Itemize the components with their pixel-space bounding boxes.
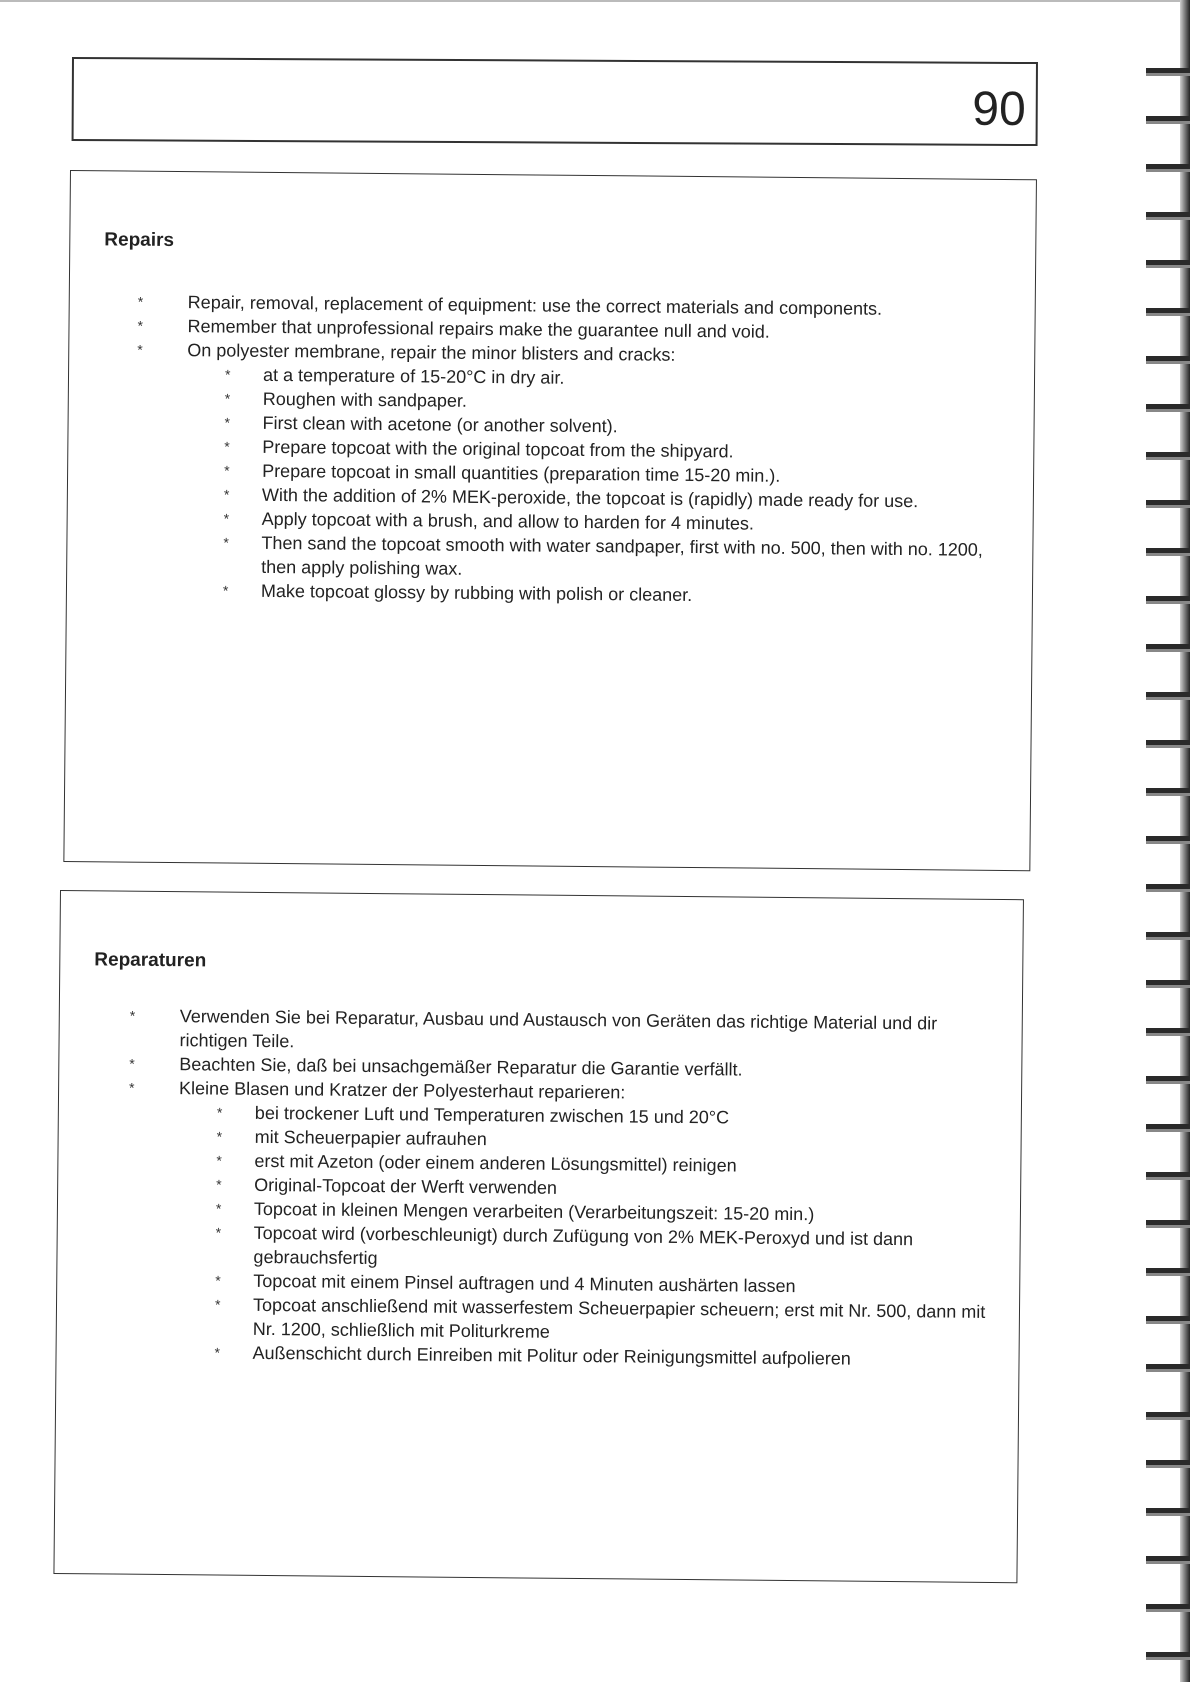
- bullet-star: *: [216, 1104, 223, 1121]
- bullet-star: *: [224, 438, 230, 455]
- bullet-star: *: [224, 462, 230, 479]
- sublist-item-text: mit Scheuerpapier aufrauhen: [254, 1126, 487, 1150]
- bullet-star: *: [224, 366, 231, 383]
- english-list: [135, 290, 1018, 610]
- list-item: [135, 338, 1017, 610]
- bullet-star: *: [223, 534, 229, 551]
- bullet-star: *: [215, 1272, 221, 1289]
- sublist-item-text: Topcoat anschließend mit wasserfestem Scheuerpapier scheuern; erst mit Nr. 500, dann mit Nr. 1200, schließlich mit Politurkreme: [252, 1294, 986, 1342]
- list-item: [129, 1004, 1009, 1060]
- section-english: [63, 170, 1037, 871]
- sublist-item-text: at a temperature of 15-20°C in dry air.: [262, 364, 565, 388]
- section-german: [53, 890, 1024, 1583]
- section-title-german: Reparaturen: [94, 949, 207, 972]
- sublist-item: [215, 1293, 1007, 1349]
- bullet-star: *: [216, 1128, 223, 1145]
- sublist-item-text: Original-Topcoat der Werft verwenden: [254, 1174, 558, 1198]
- sublist-item: [223, 530, 1015, 586]
- bullet-star: *: [137, 341, 143, 358]
- bullet-star: *: [224, 414, 231, 431]
- bullet-star: *: [222, 582, 229, 599]
- sublist-item-text: Then sand the topcoat smooth with water sandpaper, first with no. 500, then with no. 1200, then apply polishing wax.: [261, 532, 983, 579]
- page-header-box: [72, 57, 1038, 146]
- sublist-item-text: Make topcoat glossy by rubbing with polish or cleaner.: [260, 580, 693, 605]
- bullet-star: *: [129, 1007, 136, 1024]
- german-list: [126, 1004, 1009, 1372]
- bullet-star: *: [215, 1224, 222, 1241]
- list-item-text: On polyester membrane, repair the minor blisters and cracks:: [187, 340, 676, 365]
- bullet-star: *: [224, 390, 231, 407]
- bullet-star: *: [223, 486, 230, 503]
- sublist-item-text: Topcoat in kleinen Mengen verarbeiten (Verarbeitungszeit: 15-20 min.): [253, 1198, 815, 1225]
- sublist-item-text: First clean with acetone (or another solvent).: [262, 412, 618, 437]
- page-top-edge: [0, 0, 1190, 2]
- sublist-item-text: Außenschicht durch Einreiben mit Politur oder Reinigungsmittel aufpolieren: [252, 1342, 851, 1369]
- list-item-text: Beachten Sie, daß bei unsachgemäßer Reparatur die Garantie verfällt.: [179, 1054, 743, 1080]
- bullet-star: *: [216, 1176, 222, 1193]
- bullet-star: *: [223, 510, 230, 527]
- sublist-item-text: Apply topcoat with a brush, and allow to harden for 4 minutes.: [261, 508, 755, 534]
- german-sublist: [214, 1101, 1008, 1373]
- bullet-star: *: [137, 317, 144, 334]
- sublist-item-text: Topcoat mit einem Pinsel auftragen und 4 Minuten aushärten lassen: [253, 1270, 796, 1297]
- bullet-star: *: [214, 1296, 221, 1313]
- bullet-star: *: [216, 1152, 222, 1169]
- section-title-english: Repairs: [104, 229, 175, 252]
- bullet-star: *: [129, 1079, 135, 1096]
- page-number: 90: [972, 82, 1026, 136]
- list-item-text: Remember that unprofessional repairs make the guarantee null and void.: [187, 316, 770, 342]
- bullet-star: *: [137, 293, 144, 310]
- list-item-text: Repair, removal, replacement of equipment: use the correct materials and components.: [187, 292, 883, 319]
- list-item-text: Kleine Blasen und Kratzer der Polyesterhaut reparieren:: [179, 1078, 626, 1103]
- list-item: [126, 1076, 1009, 1372]
- sublist-item: [215, 1221, 1007, 1277]
- english-sublist: [223, 362, 1017, 610]
- bullet-star: *: [215, 1200, 222, 1217]
- sublist-item-text: Topcoat wird (vorbeschleunigt) durch Zufügung von 2% MEK-Peroxyd und ist dann gebrauchsfertig: [253, 1222, 914, 1269]
- spiral-binding: [1146, 40, 1190, 1680]
- sublist-item-text: erst mit Azeton (oder einem anderen Lösungsmittel) reinigen: [254, 1150, 737, 1176]
- bullet-star: *: [129, 1055, 135, 1072]
- sublist-item-text: With the addition of 2% MEK-peroxide, the topcoat is (rapidly) made ready for use.: [261, 484, 919, 512]
- sublist-item-text: Prepare topcoat with the original topcoat from the shipyard.: [262, 436, 734, 462]
- sublist-item-text: bei trockener Luft und Temperaturen zwischen 15 und 20°C: [254, 1102, 730, 1128]
- sublist-item-text: Prepare topcoat in small quantities (preparation time 15-20 min.).: [262, 460, 781, 486]
- sublist-item-text: Roughen with sandpaper.: [262, 388, 468, 411]
- list-item-text: Verwenden Sie bei Reparatur, Ausbau und Austausch von Geräten das richtige Material und dir richtigen Teile.: [179, 1006, 938, 1052]
- bullet-star: *: [214, 1344, 221, 1361]
